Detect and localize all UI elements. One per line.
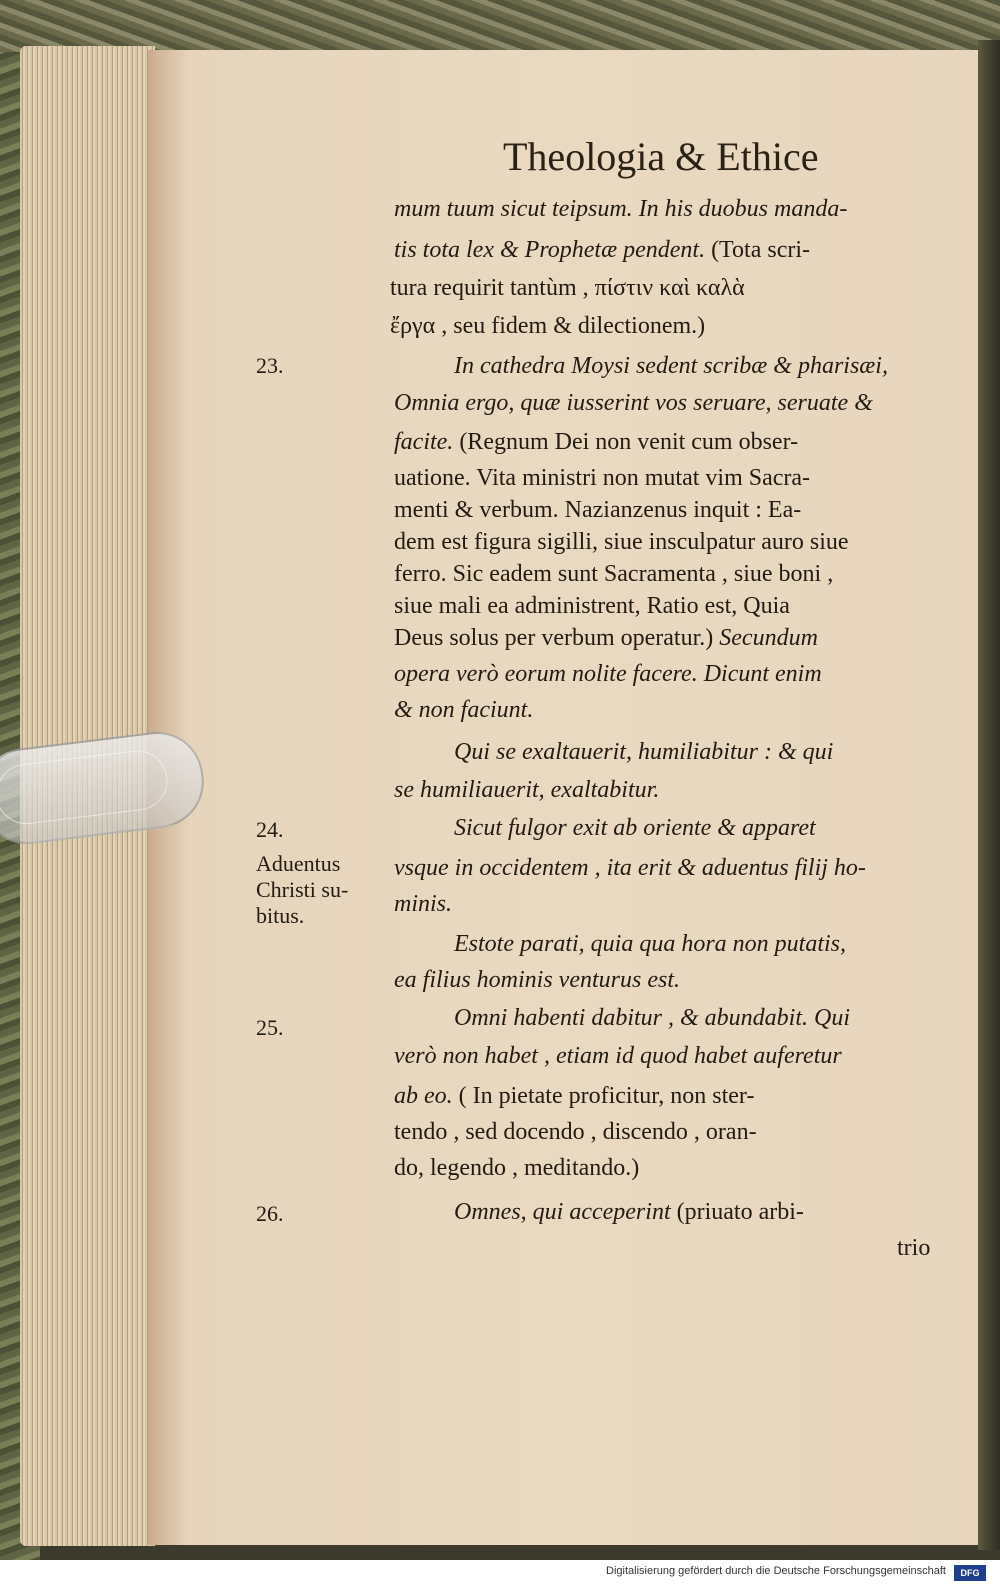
cover-right-edge bbox=[978, 40, 1000, 1550]
text-segment: dem est figura sigilli, siue insculpatur auro siue bbox=[394, 529, 849, 555]
text-segment: ea filius hominis venturus est. bbox=[394, 967, 680, 993]
margin-note: 23. bbox=[256, 353, 284, 378]
text-line bbox=[454, 1002, 850, 1034]
margin-note: Christi su- bbox=[256, 877, 349, 902]
footer bbox=[0, 1560, 1000, 1587]
text-segment: ( In pietate proficitur, non ster- bbox=[452, 1083, 755, 1109]
text-segment: ab eo. bbox=[394, 1083, 453, 1109]
text-line bbox=[454, 1196, 804, 1228]
text-line bbox=[394, 590, 790, 622]
text-line bbox=[394, 964, 680, 996]
text-line bbox=[394, 888, 452, 920]
text-segment: se humiliauerit, exaltabitur. bbox=[394, 777, 660, 803]
text-segment: ferro. Sic eadem sunt Sacramenta , siue boni , bbox=[394, 561, 834, 587]
text-segment: Omnes, qui acceperint bbox=[454, 1199, 677, 1225]
text-line bbox=[394, 1040, 842, 1072]
margin-note: 25. bbox=[256, 1015, 284, 1040]
margin-note: 24. bbox=[256, 817, 284, 842]
book-cover-top bbox=[0, 0, 1000, 52]
text-segment: minis. bbox=[394, 891, 453, 917]
text-line bbox=[394, 622, 818, 654]
text-segment: facite. bbox=[394, 429, 460, 455]
text-segment: (priuato arbi- bbox=[676, 1199, 804, 1225]
text-segment: do, legendo , meditando.) bbox=[394, 1155, 640, 1181]
text-line bbox=[394, 1080, 754, 1112]
text-segment: (Regnum Dei non venit cum obser- bbox=[459, 429, 799, 455]
text-segment: verò non habet , etiam id quod habet auferetur bbox=[394, 1043, 842, 1069]
text-line bbox=[394, 1152, 639, 1184]
text-segment: & non faciunt. bbox=[394, 697, 534, 723]
text-line bbox=[394, 494, 801, 526]
text-line bbox=[394, 852, 866, 884]
text-line bbox=[390, 310, 705, 342]
text-line bbox=[897, 1232, 930, 1264]
text-line bbox=[454, 736, 833, 768]
text-line bbox=[394, 526, 849, 558]
text-segment: vsque in occidentem , ita erit & aduentus filij ho- bbox=[394, 855, 866, 881]
text-segment: mum tuum sicut teipsum. In his duobus manda- bbox=[394, 196, 848, 222]
text-segment: uatione. Vita ministri non mutat vim Sacra- bbox=[394, 465, 811, 491]
text-segment: (Tota scri- bbox=[711, 237, 811, 263]
text-segment: opera verò eorum nolite facere. Dicunt enim bbox=[394, 661, 822, 687]
text-segment: Secundum bbox=[719, 625, 818, 651]
margin-note: Aduentus bbox=[256, 851, 341, 876]
text-segment: tura requirit tantùm , πίστιν καὶ καλὰ bbox=[390, 275, 745, 301]
text-segment: menti & verbum. Nazianzenus inquit : Ea- bbox=[394, 497, 802, 523]
text-line bbox=[394, 426, 798, 458]
page-clip-highlight bbox=[0, 747, 171, 828]
text-line bbox=[390, 272, 745, 304]
text-line bbox=[394, 1116, 757, 1148]
text-segment: Omni habenti dabitur , & abundabit. Qui bbox=[454, 1005, 850, 1031]
footer-credit: Digitalisierung gefördert durch die Deutsche Forschungsgemeinschaft bbox=[606, 1565, 946, 1577]
text-line bbox=[394, 658, 822, 690]
text-segment: Omnia ergo, quæ iusserint vos seruare, seruate & bbox=[394, 390, 873, 416]
text-segment: ἔργα , seu fidem & dilectionem.) bbox=[390, 313, 706, 339]
text-line bbox=[394, 193, 847, 225]
text-segment: Qui se exaltauerit, humiliabitur : & qui bbox=[454, 739, 834, 765]
running-head: Theologia & Ethice bbox=[503, 134, 819, 179]
margin-note: 26. bbox=[256, 1201, 284, 1226]
text-line bbox=[454, 350, 888, 382]
text-line bbox=[394, 234, 810, 266]
text-line bbox=[454, 812, 816, 844]
text-segment: siue mali ea administrent, Ratio est, Quia bbox=[394, 593, 790, 619]
text-line bbox=[394, 694, 533, 726]
text-line bbox=[394, 462, 810, 494]
text-segment: tendo , sed docendo , discendo , oran- bbox=[394, 1119, 757, 1145]
dfg-logo: DFG bbox=[954, 1565, 986, 1581]
text-line bbox=[394, 387, 873, 419]
text-segment: In cathedra Moysi sedent scribæ & pharisæi, bbox=[454, 353, 888, 379]
text-segment: Sicut fulgor exit ab oriente & apparet bbox=[454, 815, 816, 841]
text-segment: tis tota lex & Prophetæ pendent. bbox=[394, 237, 712, 263]
text-line bbox=[454, 928, 846, 960]
text-line bbox=[394, 774, 659, 806]
text-segment: Deus solus per verbum operatur.) bbox=[394, 625, 720, 651]
text-segment: Estote parati, quia qua hora non putatis, bbox=[454, 931, 847, 957]
text-line bbox=[394, 558, 833, 590]
margin-note: bitus. bbox=[256, 903, 305, 928]
text-segment: trio bbox=[897, 1235, 931, 1261]
